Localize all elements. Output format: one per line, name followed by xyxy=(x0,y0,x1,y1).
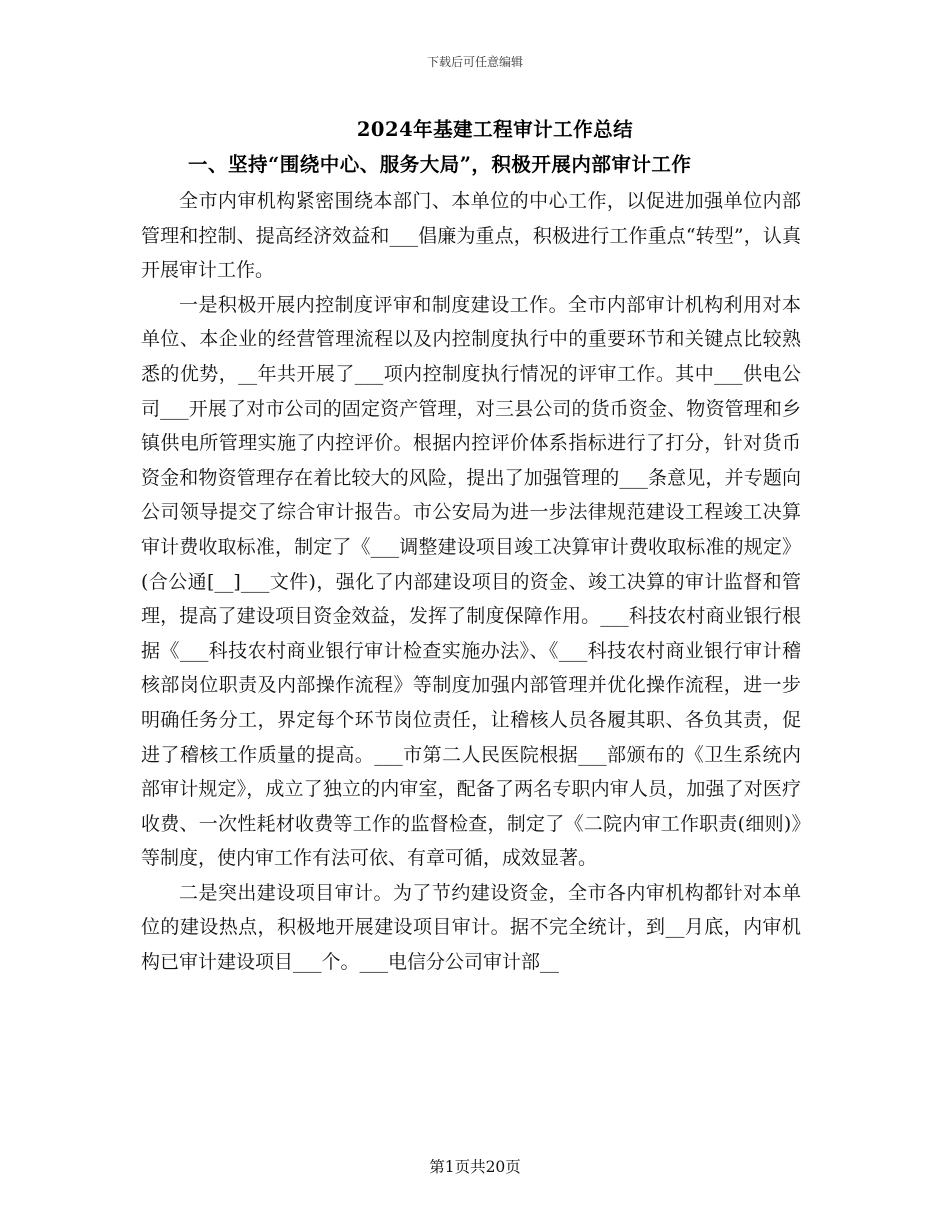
document-title: 2024年基建工程审计工作总结 xyxy=(356,118,634,141)
header-note: 下载后可任意编辑 xyxy=(426,55,523,69)
paragraph-intro: 全市内审机构紧密围绕本部门、本单位的中心工作，以促进加强单位内部管理和控制、提高经济效益和___倡廉为重点，积极进行工作重点“转型”，认真开展审计工作。 xyxy=(141,190,801,282)
page-indicator: 第1页共20页 xyxy=(429,1158,521,1176)
section-heading: 一、坚持“围绕中心、服务大局”，积极开展内部审计工作 xyxy=(188,153,692,176)
paragraph-internal-control: 一是积极开展内控制度评审和制度建设工作。全市内部审计机构利用对本单位、本企业的经营管理流程以及内控制度执行中的重要环节和关键点比较熟悉的优势，__年共开展了___项内控制度执行情况的评审工作。其中___供电公司___开展了对市公司的固定资产管理，对三县公司的货币资金、物资管理和乡镇供电所管理实施了内控评价。根据内控评价体系指标进行了打分，针对货币资金和物资管理存在着比较大的风险，提出了加强管理的___条意见，并专题向公司领导提交了综合审计报告。市公安局为进一步法律规范建设工程竣工决算审计费收取标准，制定了《___调整建设项目竣工决算审计费收取标准的规定》(合公通[__]___文件)，强化了内部建设项目的资金、竣工决算的审计监督和管理，提高了建设项目资金效益，发挥了制度保障作用。___科技农村商业银行根据《___科技农村商业银行审计检查实施办法》、《___科技农村商业银行审计稽核部岗位职责及内部操作流程》等制度加强内部管理并优化操作流程，进一步明确任务分工，界定每个环节岗位责任，让稽核人员各履其职、各负其责，促进了稽核工作质量的提高。___市第二人民医院根据___部颁布的《卫生系统内部审计规定》，成立了独立的内审室，配备了两名专职内审人员，加强了对医疗收费、一次性耗材收费等工作的监督检查，制定了《二院内审工作职责(细则)》等制度，使内审工作有法可依、有章可循，成效显著。 xyxy=(141,293,801,870)
paragraph-construction-audit: 二是突出建设项目审计。为了节约建设资金，全市各内审机构都针对本单位的建设热点，积极地开展建设项目审计。据不完全统计，到__月底，内审机构已审计建设项目___个。___电信分公司审计部__ xyxy=(141,881,801,974)
document-body xyxy=(141,184,801,980)
